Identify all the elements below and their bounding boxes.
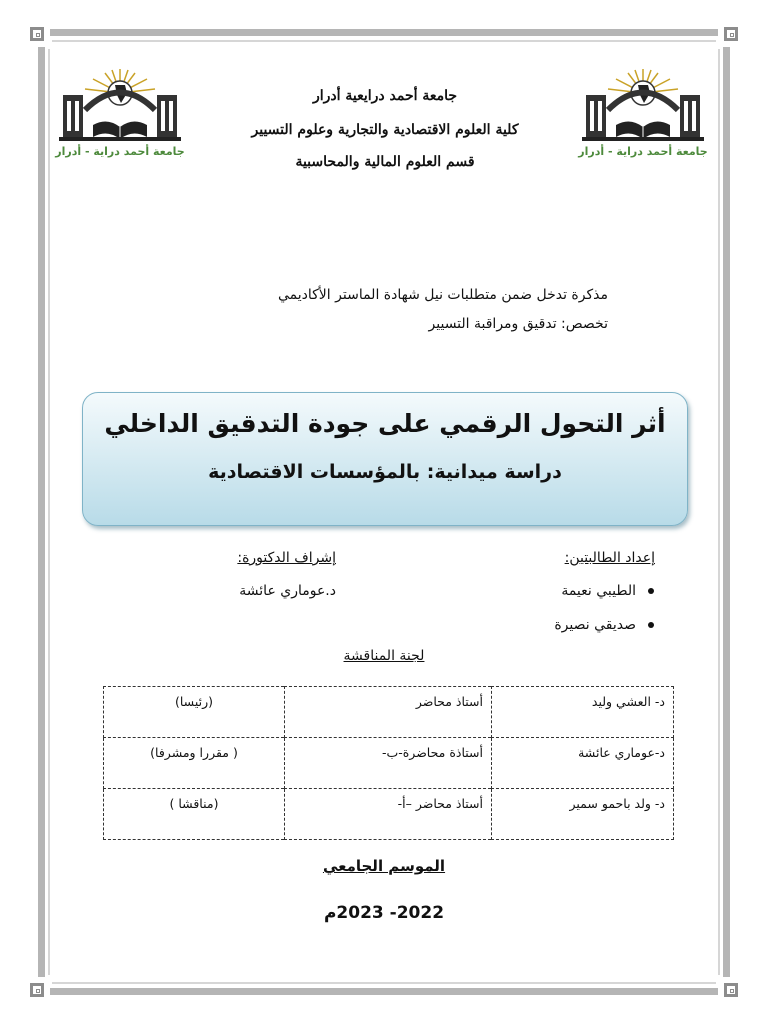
supervisor-name: د.عوماري عائشة bbox=[239, 583, 336, 599]
students-label: إعداد الطالبتين: bbox=[564, 550, 655, 566]
border-left bbox=[38, 47, 45, 977]
border-top bbox=[50, 29, 718, 36]
member-rank: أستاذ محاضر bbox=[285, 687, 492, 738]
university-name: جامعة أحمد درايعية أدرار bbox=[312, 88, 458, 104]
committee-table bbox=[103, 686, 674, 840]
border-inner-top bbox=[52, 40, 716, 42]
bullet-icon bbox=[648, 622, 654, 628]
student-item bbox=[561, 583, 654, 599]
member-role: (رئيسا) bbox=[104, 687, 285, 738]
border-corner-icon bbox=[30, 27, 44, 41]
border-right bbox=[723, 47, 730, 977]
committee-label: لجنة المناقشة bbox=[343, 648, 425, 664]
border-bottom bbox=[50, 988, 718, 995]
member-name: د-عوماري عائشة bbox=[492, 738, 674, 789]
faculty-name: كلية العلوم الاقتصادية والتجارية وعلوم التسيير bbox=[251, 122, 519, 138]
border-corner-icon bbox=[30, 983, 44, 997]
academic-season-label: الموسم الجامعي bbox=[322, 857, 446, 875]
member-name: د- العشي وليد bbox=[492, 687, 674, 738]
border-inner-right bbox=[718, 49, 720, 975]
student-item bbox=[554, 617, 654, 633]
memo-purpose: مذكرة تدخل ضمن متطلبات نيل شهادة الماستر الأكاديمي bbox=[277, 287, 608, 303]
academic-year: 2022- 2023م bbox=[323, 903, 445, 923]
thesis-subtitle: دراسة ميدانية: بالمؤسسات الاقتصادية bbox=[208, 461, 562, 483]
member-role: ( مقررا ومشرفا) bbox=[104, 738, 285, 789]
table-row bbox=[104, 738, 674, 789]
border-inner-bottom bbox=[52, 982, 716, 984]
border-inner-left bbox=[48, 49, 50, 975]
member-rank: أستاذة محاضرة-ب- bbox=[285, 738, 492, 789]
border-corner-icon bbox=[724, 983, 738, 997]
logo-caption: جامعة أحمد دراية - أدرار bbox=[55, 145, 185, 158]
student-name: صديقي نصيرة bbox=[554, 617, 636, 633]
memo-specialty: تخصص: تدقيق ومراقبة التسيير bbox=[428, 316, 608, 332]
bullet-icon bbox=[648, 588, 654, 594]
member-rank: أستاذ محاضر –أ- bbox=[285, 789, 492, 840]
table-row bbox=[104, 687, 674, 738]
thesis-title-box bbox=[82, 392, 688, 526]
student-name: الطيبي نعيمة bbox=[561, 583, 636, 599]
thesis-title: أثر التحول الرقمي على جودة التدقيق الداخلي bbox=[104, 409, 666, 438]
logo-caption: جامعة أحمد دراية - أدرار bbox=[578, 145, 708, 158]
member-name: د- ولد باحمو سمير bbox=[492, 789, 674, 840]
border-corner-icon bbox=[724, 27, 738, 41]
university-logo-left bbox=[55, 65, 185, 165]
university-logo-right bbox=[578, 65, 708, 165]
supervisor-label: إشراف الدكتورة: bbox=[237, 550, 336, 566]
member-role: (مناقشا ) bbox=[104, 789, 285, 840]
department-name: قسم العلوم المالية والمحاسبية bbox=[295, 154, 475, 170]
table-row bbox=[104, 789, 674, 840]
